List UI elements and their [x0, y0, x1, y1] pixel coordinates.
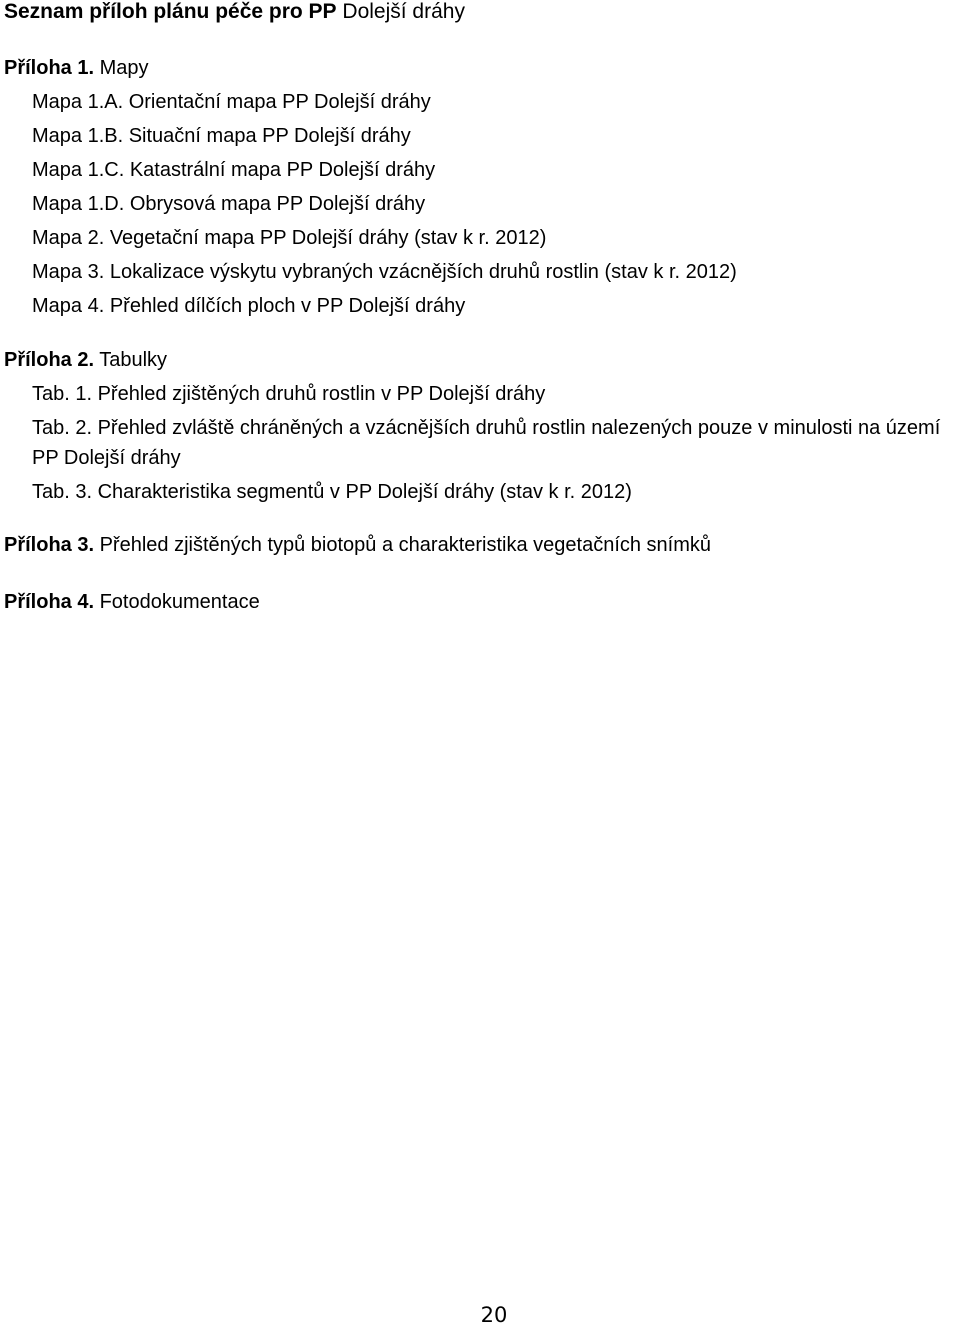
list-item: Mapa 1.D. Obrysová mapa PP Dolejší dráhy	[32, 193, 426, 215]
section-heading	[4, 51, 960, 85]
section-items	[4, 85, 960, 323]
section-title: Mapy	[94, 57, 149, 79]
list-item: Tab. 1. Přehled zjištěných druhů rostlin v PP Dolejší dráhy	[32, 383, 546, 405]
section-label: Příloha 2.	[4, 349, 95, 371]
section-heading	[4, 585, 960, 619]
list-item: Mapa 2. Vegetační mapa PP Dolejší dráhy (stav k r. 2012)	[32, 227, 547, 249]
section-label: Příloha 4.	[4, 591, 95, 613]
list-item: Mapa 3. Lokalizace výskytu vybraných vzácnějších druhů rostlin (stav k r. 2012)	[32, 261, 737, 283]
page-title-bold: Seznam příloh plánu péče pro PP	[4, 0, 337, 23]
section-title: Fotodokumentace	[94, 591, 260, 613]
list-item: Mapa 1.C. Katastrální mapa PP Dolejší dráhy	[32, 159, 436, 181]
section-title: Tabulky	[94, 349, 168, 371]
section-label: Příloha 1.	[4, 57, 95, 79]
section-priloha-3	[4, 528, 960, 562]
list-item: Tab. 3. Charakteristika segmentů v PP Dolejší dráhy (stav k r. 2012)	[32, 481, 632, 503]
section-priloha-4	[4, 585, 960, 619]
list-item: Tab. 2. Přehled zvláště chráněných a vzácnějších druhů rostlin nalezených pouze v minulosti na území PP Dolejší dráhy	[32, 417, 941, 469]
list-item: Mapa 1.A. Orientační mapa PP Dolejší dráhy	[32, 91, 431, 113]
section-priloha-2	[4, 343, 960, 509]
list-item: Mapa 4. Přehled dílčích ploch v PP Dolejší dráhy	[32, 295, 466, 317]
list-item: Mapa 1.B. Situační mapa PP Dolejší dráhy	[32, 125, 411, 147]
page-title-rest: Dolejší dráhy	[336, 0, 465, 23]
section-heading	[4, 528, 960, 562]
section-title: Přehled zjištěných typů biotopů a charakteristika vegetačních snímků	[94, 534, 712, 556]
page-number: 20	[480, 1303, 508, 1327]
section-label: Příloha 3.	[4, 534, 95, 556]
section-items	[4, 377, 960, 509]
section-heading	[4, 343, 960, 377]
section-priloha-1	[4, 51, 960, 323]
page-title	[4, 0, 465, 24]
